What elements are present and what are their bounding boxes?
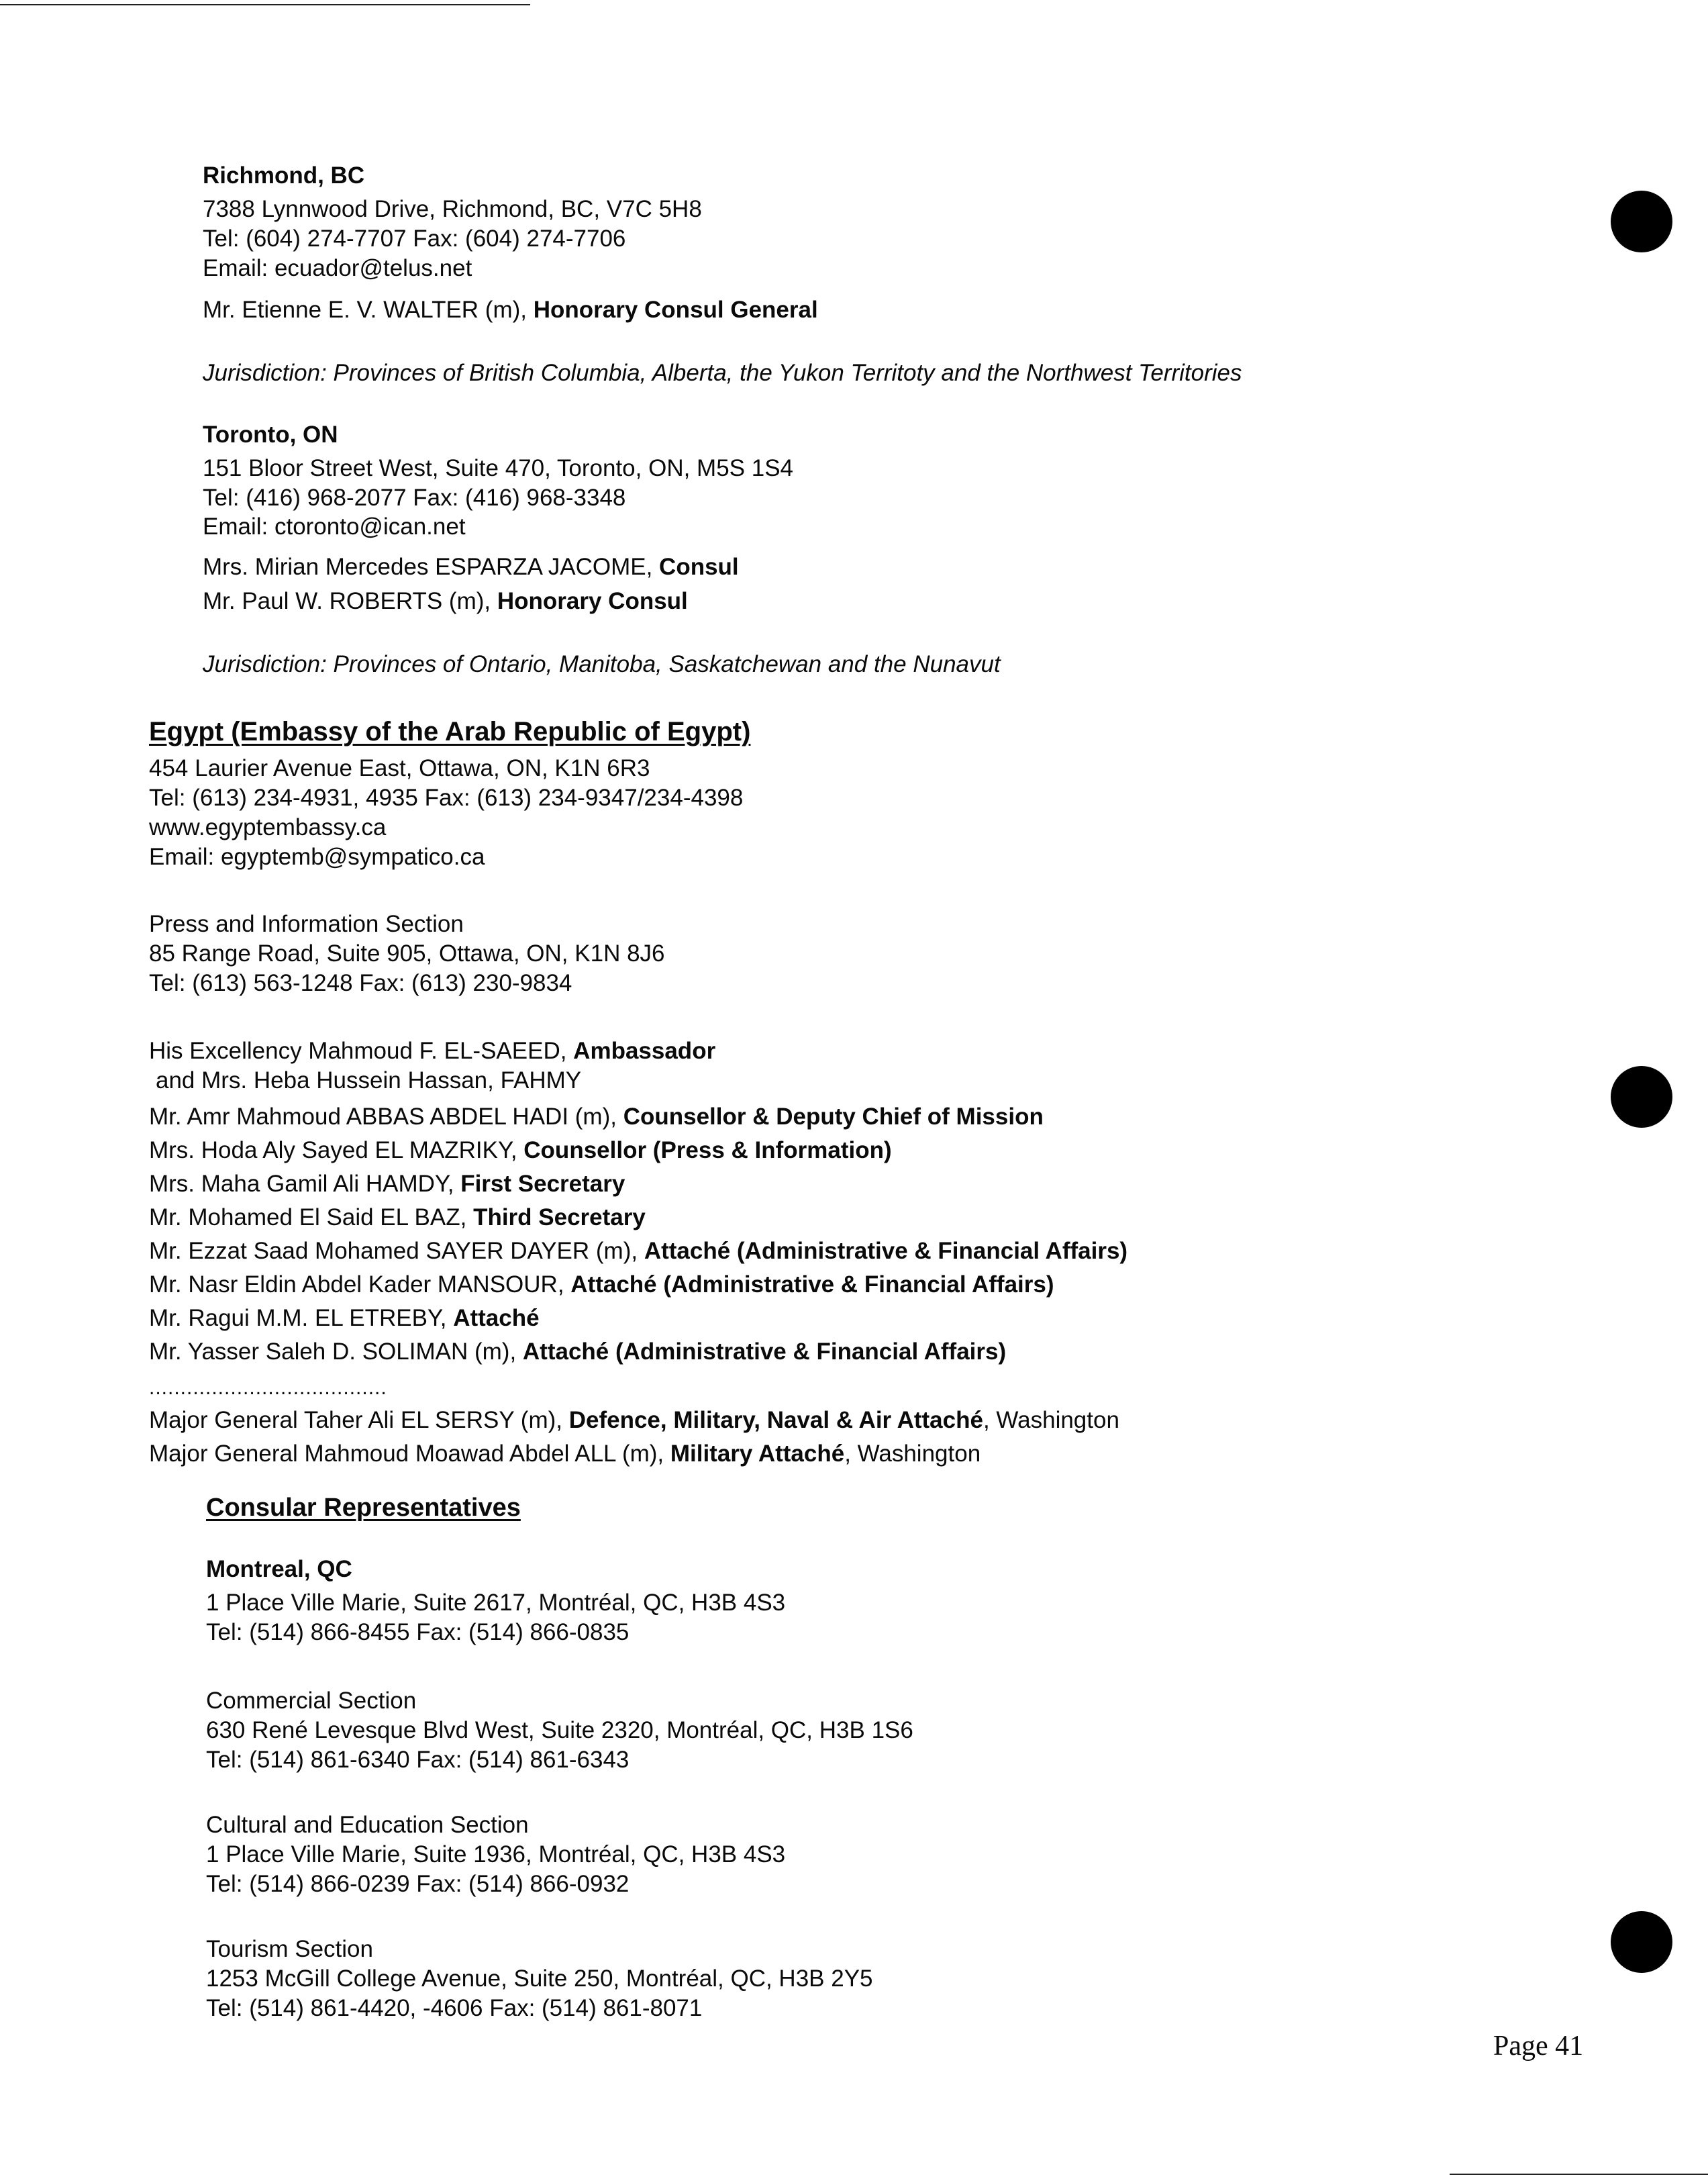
person-name: Mr. Etienne E. V. WALTER (m), xyxy=(203,297,534,323)
person-location: , Washington xyxy=(983,1407,1119,1433)
ambassador xyxy=(149,1036,715,1066)
person-name: Mrs. Mirian Mercedes ESPARZA JACOME, xyxy=(203,554,660,580)
person-title: Attaché (Administrative & Financial Affairs) xyxy=(522,1339,1007,1365)
press-section-tel: Tel: (613) 563-1248 Fax: (613) 230-9834 xyxy=(149,970,572,996)
commercial-section-address: 630 René Levesque Blvd West, Suite 2320, Montréal, QC, H3B 1S6 xyxy=(206,1717,913,1743)
toronto-address: 151 Bloor Street West, Suite 470, Toronto, ON, M5S 1S4 xyxy=(203,455,794,481)
press-section-address: 85 Range Road, Suite 905, Ottawa, ON, K1N 8J6 xyxy=(149,940,665,967)
person-name: Mr. Paul W. ROBERTS (m), xyxy=(203,588,497,614)
person-title: Consul xyxy=(659,554,739,580)
person-name: Mr. Amr Mahmoud ABBAS ABDEL HADI (m), xyxy=(149,1104,623,1130)
montreal-city: Montreal, QC xyxy=(206,1556,352,1582)
ambassador-spouse: and Mrs. Heba Hussein Hassan, FAHMY xyxy=(156,1067,582,1094)
richmond-city: Richmond, BC xyxy=(203,162,365,189)
person-title: Attaché (Administrative & Financial Affairs) xyxy=(570,1271,1054,1298)
person-name: Mr. Ragui M.M. EL ETREBY, xyxy=(149,1305,454,1331)
egypt-heading: Egypt (Embassy of the Arab Republic of Egypt) xyxy=(149,717,751,746)
person-name: Mr. Ezzat Saad Mohamed SAYER DAYER (m), xyxy=(149,1238,644,1264)
richmond-email: Email: ecuador@telus.net xyxy=(203,255,472,281)
richmond-jurisdiction: Jurisdiction: Provinces of British Columbia, Alberta, the Yukon Territoty and the Northwest Territories xyxy=(203,360,1242,386)
person-name: His Excellency Mahmoud F. EL-SAEED, xyxy=(149,1038,574,1064)
person-name: Mrs. Hoda Aly Sayed EL MAZRIKY, xyxy=(149,1137,524,1163)
staff-row xyxy=(149,1102,1044,1132)
staff-row xyxy=(149,1304,540,1333)
egypt-tel: Tel: (613) 234-4931, 4935 Fax: (613) 234-9347/234-4398 xyxy=(149,785,744,811)
bottom-scan-rule xyxy=(1450,2174,1708,2175)
person-name: Major General Mahmoud Moawad Abdel ALL (m), xyxy=(149,1441,670,1467)
egypt-web: www.egyptembassy.ca xyxy=(149,814,387,840)
toronto-jurisdiction: Jurisdiction: Provinces of Ontario, Manitoba, Saskatchewan and the Nunavut xyxy=(203,651,1001,677)
person-title: Ambassador xyxy=(573,1038,716,1064)
page-number: Page 41 xyxy=(1493,2031,1584,2061)
cultural-section-address: 1 Place Ville Marie, Suite 1936, Montréal, QC, H3B 4S3 xyxy=(206,1841,786,1867)
toronto-person-1 xyxy=(203,552,739,582)
toronto-person-2 xyxy=(203,587,688,616)
commercial-section-title: Commercial Section xyxy=(206,1688,417,1714)
tourism-section-address: 1253 McGill College Avenue, Suite 250, Montréal, QC, H3B 2Y5 xyxy=(206,1966,873,1992)
military-row xyxy=(149,1439,981,1469)
person-title: First Secretary xyxy=(460,1171,625,1197)
staff-row xyxy=(149,1169,625,1199)
person-name: Mr. Yasser Saleh D. SOLIMAN (m), xyxy=(149,1339,523,1365)
military-row xyxy=(149,1406,1119,1435)
tourism-section-tel: Tel: (514) 861-4420, -4606 Fax: (514) 861-8071 xyxy=(206,1995,703,2021)
staff-row xyxy=(149,1236,1127,1266)
commercial-section-tel: Tel: (514) 861-6340 Fax: (514) 861-6343 xyxy=(206,1747,630,1773)
person-title: Counsellor & Deputy Chief of Mission xyxy=(623,1104,1044,1130)
person-name: Major General Taher Ali EL SERSY (m), xyxy=(149,1407,569,1433)
egypt-address: 454 Laurier Avenue East, Ottawa, ON, K1N 6R3 xyxy=(149,755,650,781)
staff-row xyxy=(149,1136,892,1165)
toronto-tel: Tel: (416) 968-2077 Fax: (416) 968-3348 xyxy=(203,485,626,511)
person-title: Attaché xyxy=(453,1305,540,1331)
egypt-email: Email: egyptemb@sympatico.ca xyxy=(149,844,485,870)
person-title: Attaché (Administrative & Financial Affairs) xyxy=(644,1238,1128,1264)
press-section-title: Press and Information Section xyxy=(149,911,464,937)
consular-heading: Consular Representatives xyxy=(206,1494,521,1522)
person-title: Third Secretary xyxy=(473,1204,646,1230)
montreal-address: 1 Place Ville Marie, Suite 2617, Montréal, QC, H3B 4S3 xyxy=(206,1590,786,1616)
punch-hole-top xyxy=(1611,191,1672,252)
punch-hole-middle xyxy=(1611,1066,1672,1128)
person-title: Defence, Military, Naval & Air Attaché xyxy=(568,1407,983,1433)
richmond-tel: Tel: (604) 274-7707 Fax: (604) 274-7706 xyxy=(203,226,626,252)
cultural-section-title: Cultural and Education Section xyxy=(206,1812,529,1838)
richmond-person xyxy=(203,295,818,325)
toronto-email: Email: ctoronto@ican.net xyxy=(203,514,466,540)
staff-row xyxy=(149,1270,1054,1300)
staff-row xyxy=(149,1203,646,1232)
toronto-city: Toronto, ON xyxy=(203,422,338,448)
richmond-address: 7388 Lynnwood Drive, Richmond, BC, V7C 5H8 xyxy=(203,196,702,222)
person-location: , Washington xyxy=(844,1441,981,1467)
person-name: Mr. Nasr Eldin Abdel Kader MANSOUR, xyxy=(149,1271,571,1298)
dotted-separator: ...................................... xyxy=(149,1377,387,1399)
cultural-section-tel: Tel: (514) 866-0239 Fax: (514) 866-0932 xyxy=(206,1871,630,1897)
tourism-section-title: Tourism Section xyxy=(206,1936,373,1962)
person-title: Counsellor (Press & Information) xyxy=(523,1137,892,1163)
person-name: Mrs. Maha Gamil Ali HAMDY, xyxy=(149,1171,461,1197)
person-name: Mr. Mohamed El Said EL BAZ, xyxy=(149,1204,474,1230)
punch-hole-bottom xyxy=(1611,1911,1672,1973)
montreal-tel: Tel: (514) 866-8455 Fax: (514) 866-0835 xyxy=(206,1619,630,1645)
person-title: Honorary Consul General xyxy=(533,297,818,323)
staff-row xyxy=(149,1337,1006,1367)
person-title: Honorary Consul xyxy=(497,588,688,614)
top-scan-rule xyxy=(0,4,530,5)
person-title: Military Attaché xyxy=(670,1441,845,1467)
